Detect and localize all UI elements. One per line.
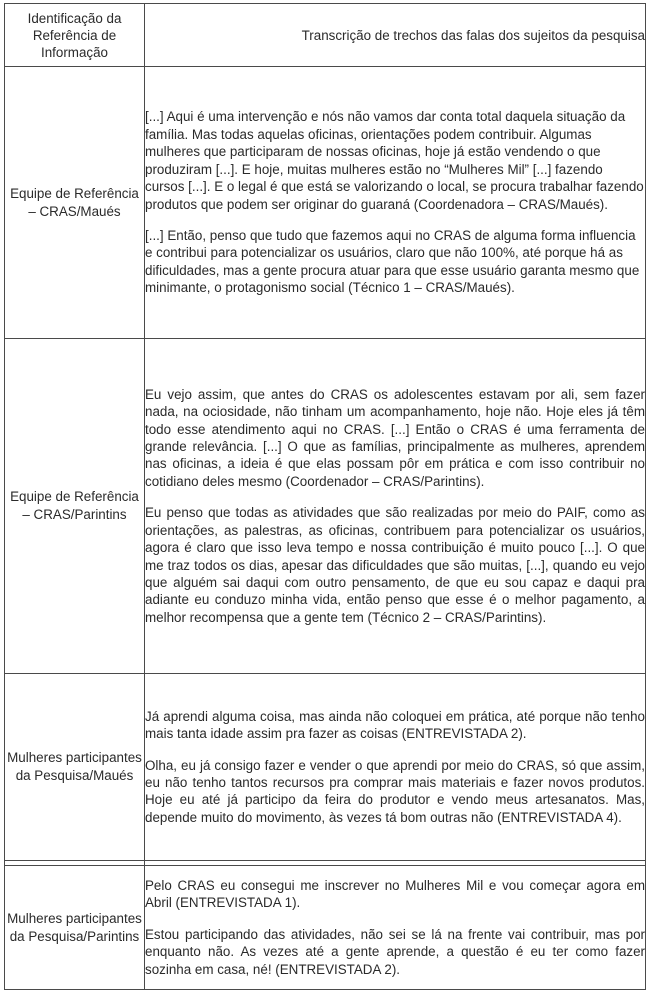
table-header-row (5, 4, 646, 67)
quote-text: [...] Então, penso que tudo que fazemos aqui no CRAS de alguma forma influencia e contribui para potencializar os usuários, claro que não 100%, até porque há as dificuldades, mas a gente procura atuar para que esse usuário garanta mesmo que minimante, o protagonismo social (Técnico 1 – CRAS/Maués). (145, 227, 640, 296)
quote-text: Pelo CRAS eu consegui me inscrever no Mulheres Mil e vou começar agora em Abril (ENTREVISTADA 1). (145, 877, 645, 911)
row-label: Equipe de Referência – CRAS/Parintins (5, 339, 145, 674)
quote-cell (145, 339, 646, 674)
table-row (5, 67, 646, 339)
quote-cell (145, 67, 646, 339)
row-label: Mulheres participantes da Pesquisa/Parintins (5, 866, 145, 990)
table-row (5, 866, 646, 990)
quote-text: Eu penso que todas as atividades que são realizadas por meio do PAIF, como as orientações, as palestras, as oficinas, contribuem para potencializar os usuários, agora é claro que isso leva tempo e nossa contribuição é muito pouco [...]. O que me traz todos os dias, apesar das dificuldades que são muitas, [...], quando eu vejo que alguém sai daqui com outro pensamento, de que eu sou capaz e daqui pra adiante eu conduzo minha vida, então penso que esse é o melhor pagamento, a melhor recompensa que a gente tem (Técnico 2 – CRAS/Parintins). (145, 505, 645, 625)
quote-text: Já aprendi alguma coisa, mas ainda não coloquei em prática, até porque não tenho mais tanta idade assim pra fazer as coisas (ENTREVISTADA 2). (145, 708, 645, 742)
quote-cell (145, 866, 646, 990)
header-reference-id: Identificação da Referência de Informação (5, 4, 145, 67)
quote-text: [...] Aqui é uma intervenção e nós não vamos dar conta total daquela situação da família. Mas todas aquelas oficinas, orientações podem contribuir. Algumas mulheres que participaram de nossas oficinas, hoje já estão vendendo o que produziram [...]. E hoje, muitas mulheres estão no “Mulheres Mil” [...] fazendo cursos [...]. E o legal é que está se valorizando o local, se procura trabalhar fazendo produtos que podem ser originar do guaraná (Coordenadora – CRAS/Maués). (145, 109, 644, 212)
table-row (5, 674, 646, 861)
quote-text: Olha, eu já consigo fazer e vender o que aprendi por meio do CRAS, só que assim, eu não tenho tantos recursos pra comprar mais materiais e fazer novos produtos. Hoje eu até já participo da feira do produtor e vendo meus artesanatos. Mas, depende muito do movimento, às vezes tá bom outras não (ENTREVISTADA 4). (145, 757, 645, 825)
quote-cell (145, 674, 646, 861)
table-row (5, 339, 646, 674)
quote-text: Estou participando das atividades, não sei se lá na frente vai contribuir, mas por enquanto não. As vezes até a gente aprende, a questão é eu ter como fazer sozinha em casa, né! (ENTREVISTADA 2). (145, 926, 645, 977)
row-label: Equipe de Referência – CRAS/Maués (5, 67, 145, 339)
quote-text: Eu vejo assim, que antes do CRAS os adolescentes estavam por ali, sem fazer nada, na ociosidade, não tinham um acompanhamento, hoje não. Hoje eles já têm todo esse atendimento aqui no CRAS. [...] Então o CRAS é uma ferramenta de grande relevância. [...] O que as famílias, principalmente as mulheres, aprendem nas oficinas, a ideia é que elas possam pôr em prática e com isso contribuir no cotidiano deles mesmo (Coordenador – CRAS/Parintins). (145, 386, 645, 489)
row-label: Mulheres participantes da Pesquisa/Maués (5, 674, 145, 861)
interview-table (4, 3, 646, 990)
header-transcription: Transcrição de trechos das falas dos sujeitos da pesquisa (145, 4, 646, 67)
